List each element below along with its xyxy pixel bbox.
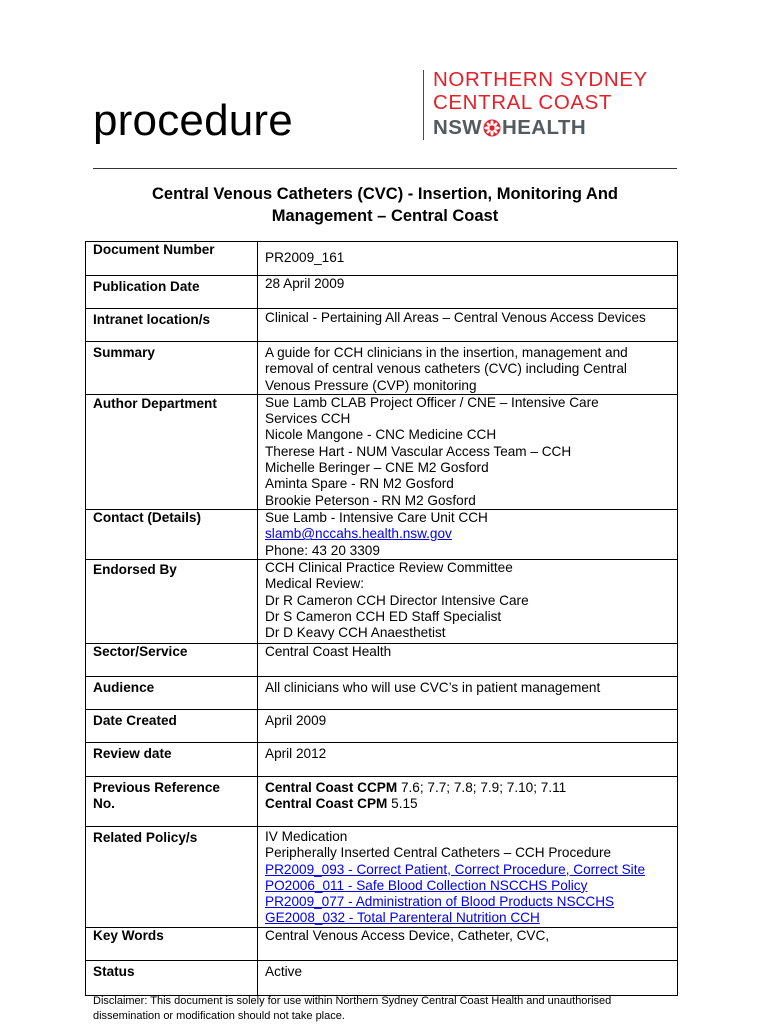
disclaimer-line: Disclaimer: This document is solely for use within Northern Sydney Central Coast Health and unauthorised [93,995,612,1007]
related-policy-value [258,826,678,927]
disclaimer [93,994,693,1024]
title-line-1: Central Venous Catheters (CVC) - Insertion, Monitoring And [152,185,618,203]
audience-label: Audience [86,676,258,709]
row-endorsed-by [86,559,678,643]
key-words-label: Key Words [86,927,258,960]
contact-email-link[interactable]: slamb@nccahs.health.nsw.gov [265,526,452,542]
sector-service-value: Central Coast Health [258,643,678,676]
author-line: Aminta Spare - RN M2 Gosford [265,476,454,492]
row-summary [86,342,678,395]
intranet-location-label: Intranet location/s [86,309,258,342]
logo-nsw-text: NSW [433,116,483,139]
row-document-number [86,242,678,276]
row-intranet-location [86,309,678,342]
row-author-department [86,394,678,509]
status-value: Active [258,960,678,995]
previous-reference-value [258,776,678,826]
key-words-value: Central Venous Access Device, Catheter, CVC, [258,927,678,960]
row-date-created [86,709,678,742]
related-item: Peripherally Inserted Central Catheters – CCH Procedure [265,845,612,861]
endorsed-by-label: Endorsed By [86,559,258,643]
logo-divider [423,70,424,140]
related-policy-link[interactable]: PR2009_093 - Correct Patient, Correct Procedure, Correct Site [265,861,646,877]
row-previous-reference [86,776,678,826]
related-policy-label: Related Policy/s [86,826,258,927]
endorsed-by-value [258,559,678,643]
summary-line: removal of central venous catheters (CVC) including Central [265,361,627,377]
row-sector-service [86,643,678,676]
intranet-location-value: Clinical - Pertaining All Areas – Central Venous Access Devices [258,309,678,342]
author-line: Sue Lamb CLAB Project Officer / CNE – Intensive Care [265,394,599,410]
author-department-value [258,394,678,509]
contact-name: Sue Lamb - Intensive Care Unit CCH [265,509,488,525]
endorsed-line: Dr D Keavy CCH Anaesthetist [265,625,446,641]
logo-line-1: NORTHERN SYDNEY [433,68,648,91]
row-audience [86,676,678,709]
date-created-value: April 2009 [258,709,678,742]
row-key-words [86,927,678,960]
document-info-table [85,241,678,996]
author-line: Brookie Peterson - RN M2 Gosford [265,492,476,508]
contact-value [258,509,678,559]
summary-line: Venous Pressure (CVP) monitoring [265,377,477,393]
document-number-value: PR2009_161 [258,242,678,276]
nsw-health-logo [433,70,648,139]
contact-phone: Phone: 43 20 3309 [265,542,380,558]
endorsed-line: Dr R Cameron CCH Director Intensive Care [265,592,529,608]
row-publication-date [86,276,678,309]
status-label: Status [86,960,258,995]
document-title [93,183,677,227]
audience-value: All clinicians who will use CVC’s in patient management [258,676,678,709]
header-rule [93,168,677,169]
endorsed-line: Dr S Cameron CCH ED Staff Specialist [265,608,502,624]
related-policy-link[interactable]: GE2008_032 - Total Parenteral Nutrition CCH [265,910,540,926]
related-policy-link[interactable]: PR2009_077 - Administration of Blood Products NSCCHS [265,894,615,910]
row-status [86,960,678,995]
summary-line: A guide for CCH clinicians in the insertion, management and [265,345,628,360]
logo-line-2: CENTRAL COAST [433,90,613,114]
sector-service-label: Sector/Service [86,643,258,676]
row-review-date [86,742,678,776]
prev-ref-line: Central Coast CCPM 7.6; 7.7; 7.8; 7.9; 7.10; 7.11 [265,779,567,795]
endorsed-line: CCH Clinical Practice Review Committee [265,559,513,575]
document-number-label: Document Number [86,242,258,276]
row-related-policy [86,826,678,927]
document-type: procedure [93,96,293,145]
author-line: Therese Hart - NUM Vascular Access Team – CCH [265,443,572,459]
title-line-2: Management – Central Coast [271,207,499,225]
row-contact [86,509,678,559]
contact-label: Contact (Details) [86,509,258,559]
author-line: Michelle Beringer – CNE M2 Gosford [265,460,489,476]
author-line: Nicole Mangone - CNC Medicine CCH [265,427,497,443]
author-department-label: Author Department [86,394,258,509]
endorsed-line: Medical Review: [265,576,364,592]
prev-ref-line: Central Coast CPM 5.15 [265,796,418,812]
logo-health-text: HEALTH [502,116,587,139]
document-header [0,0,768,225]
summary-label: Summary [86,342,258,395]
previous-reference-label: Previous Reference No. [86,776,258,826]
publication-date-value: 28 April 2009 [258,276,678,309]
logo-line-3 [433,118,648,139]
disclaimer-line: dissemination or modification should not take place. [93,1010,345,1022]
related-item: IV Medication [265,828,348,844]
publication-date-label: Publication Date [86,276,258,309]
waratah-icon [483,119,501,137]
review-date-label: Review date [86,742,258,776]
summary-value [258,342,678,395]
author-line: Services CCH [265,411,351,427]
review-date-value: April 2012 [258,742,678,776]
related-policy-link[interactable]: PO2006_011 - Safe Blood Collection NSCCHS Policy [265,877,588,893]
date-created-label: Date Created [86,709,258,742]
